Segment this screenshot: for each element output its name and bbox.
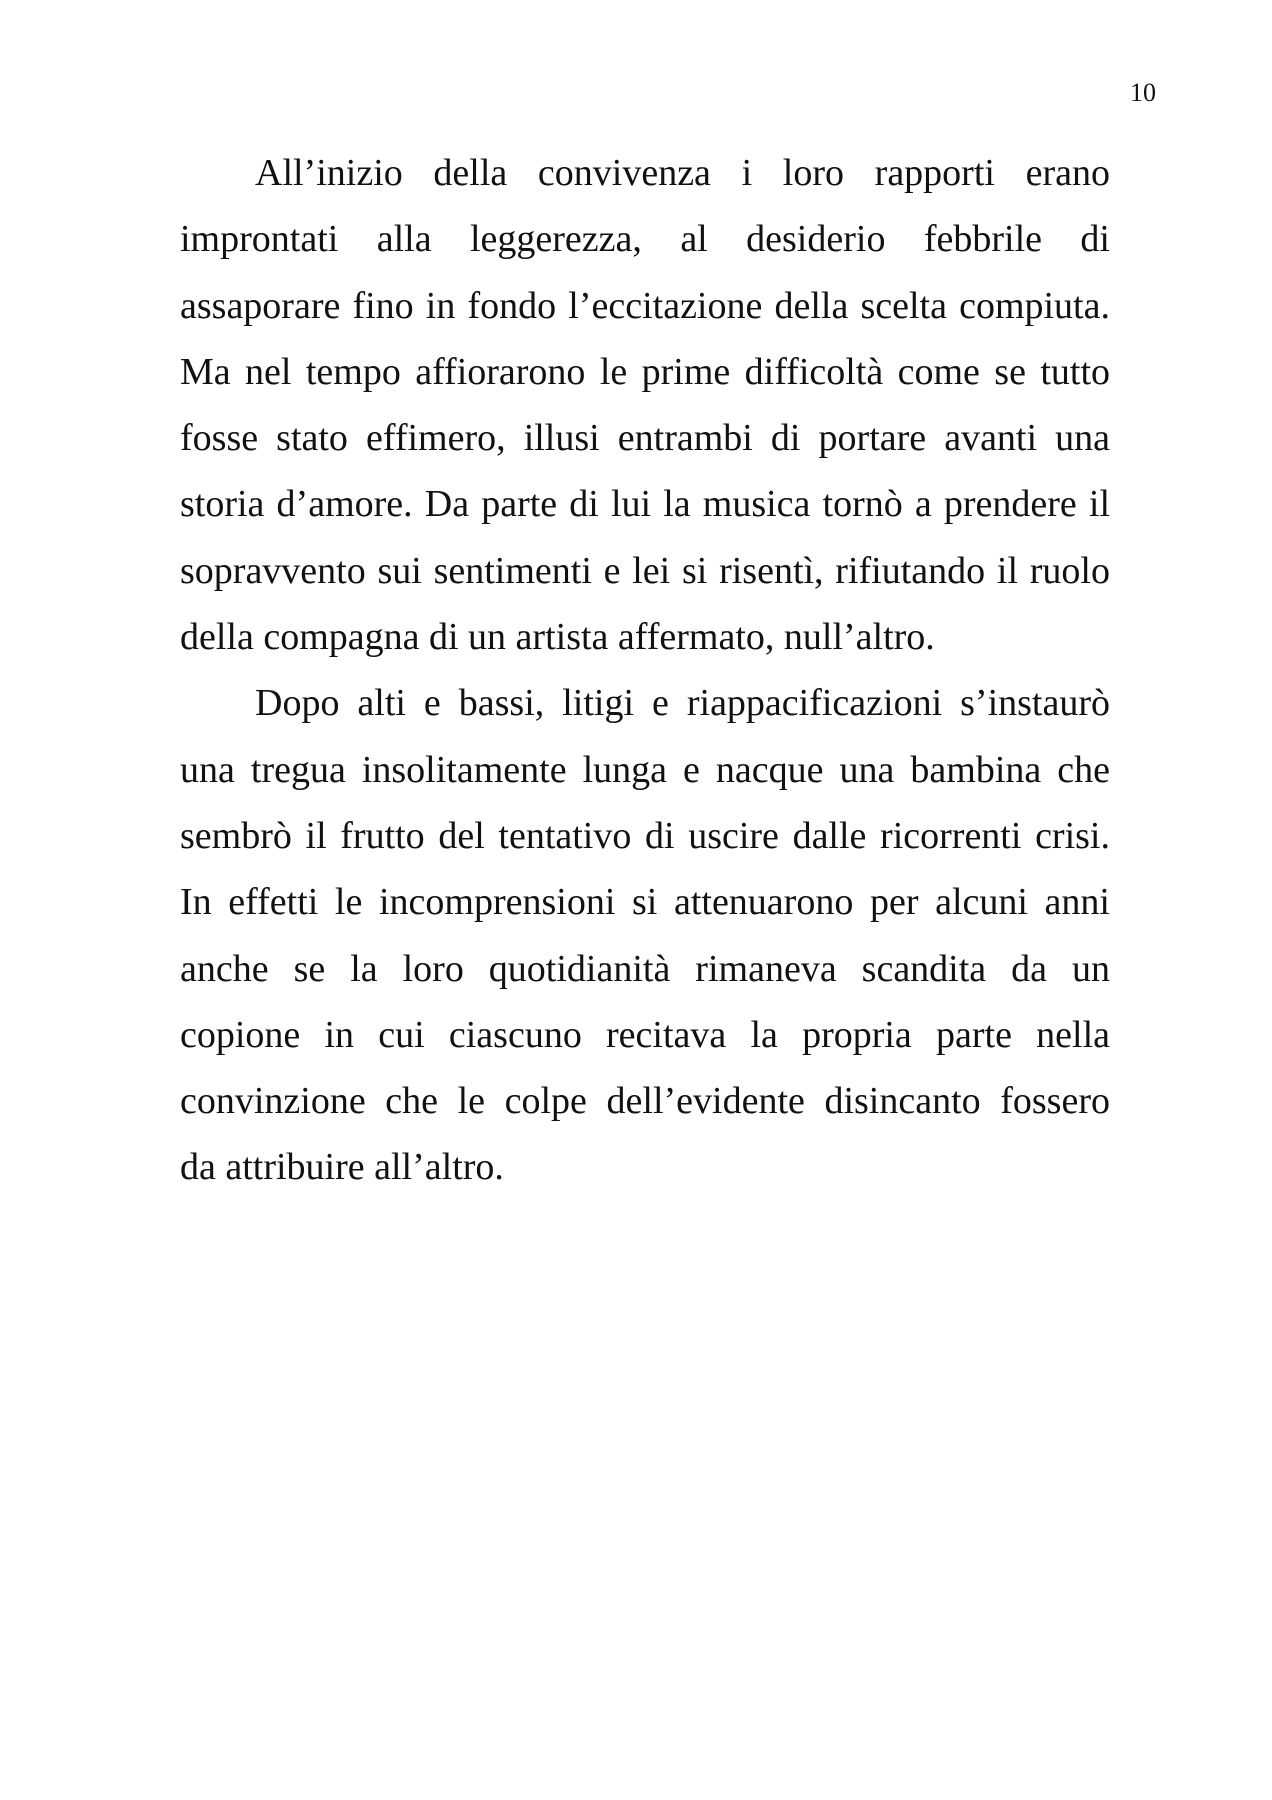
- text-line: una tregua insolitamente lunga e nacque una bambina che: [180, 748, 1110, 791]
- text-line: sopravvento sui sentimenti e lei si risentì, rifiutando il ruolo: [180, 549, 1110, 592]
- text-line: copione in cui ciascuno recitava la propria parte nella: [180, 1013, 1110, 1056]
- page-number: 10: [1130, 78, 1156, 107]
- paragraph-1: [180, 140, 1110, 670]
- text-line: storia d’amore. Da parte di lui la musica tornò a prendere il: [180, 483, 1110, 526]
- text-line: sembrò il frutto del tentativo di uscire dalle ricorrenti crisi.: [180, 814, 1110, 857]
- text-line: All’inizio della convivenza i loro rapporti erano: [255, 152, 1110, 194]
- text-line: da attribuire all’altro.: [180, 1146, 504, 1189]
- text-line: anche se la loro quotidianità rimaneva scandita da un: [180, 947, 1110, 990]
- text-line: della compagna di un artista affermato, null’altro.: [180, 616, 935, 659]
- text-line: assaporare fino in fondo l’eccitazione della scelta compiuta.: [180, 284, 1110, 327]
- text-line: improntati alla leggerezza, al desiderio febbrile di: [180, 218, 1110, 261]
- paragraph-2: [180, 670, 1110, 1200]
- text-line: convinzione che le colpe dell’evidente disincanto fossero: [180, 1080, 1110, 1123]
- text-line: In effetti le incomprensioni si attenuarono per alcuni anni: [180, 881, 1110, 924]
- text-line: Ma nel tempo affiorarono le prime difficoltà come se tutto: [180, 350, 1110, 393]
- body-text: [180, 140, 1110, 1201]
- text-line: Dopo alti e bassi, litigi e riappacificazioni s’instaurò: [255, 682, 1110, 725]
- text-line: fosse stato effimero, illusi entrambi di portare avanti una: [180, 417, 1110, 460]
